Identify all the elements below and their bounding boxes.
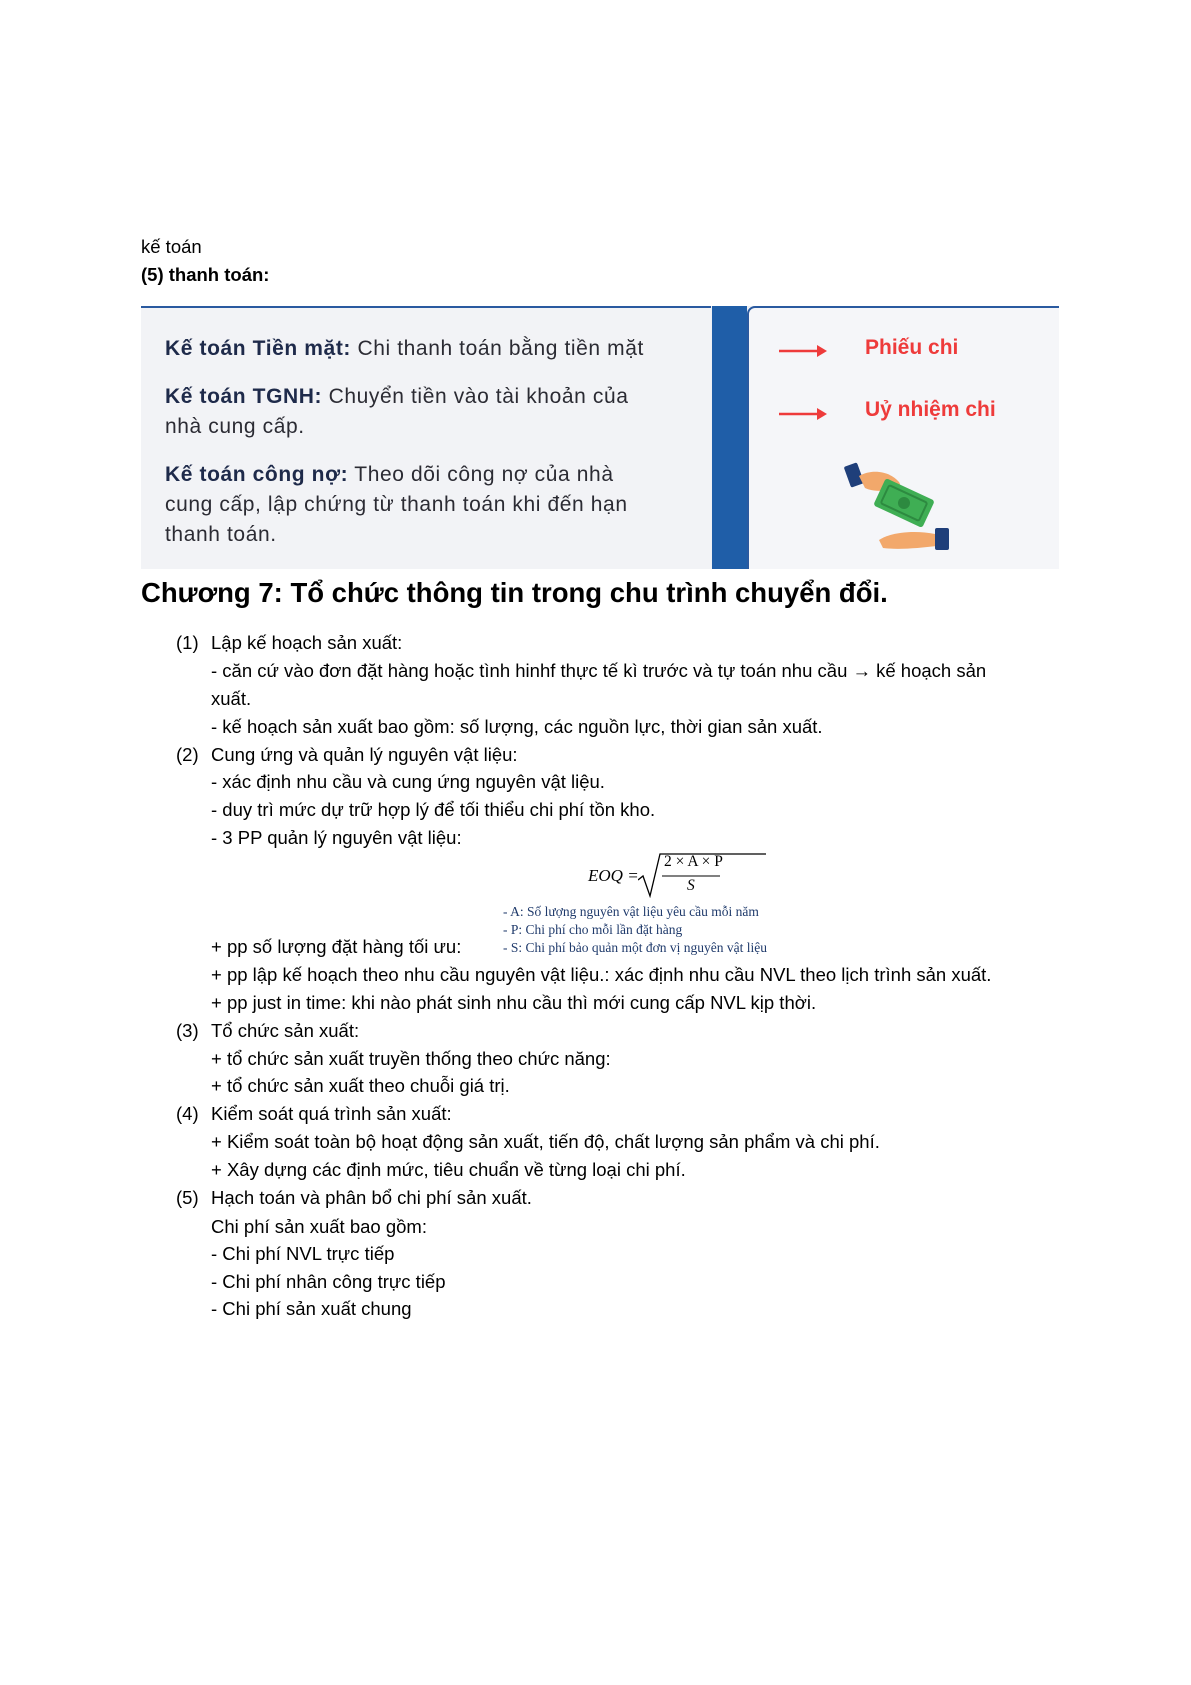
eoq-legend-p: - P: Chi phí cho mỗi lần đặt hàng [503, 922, 683, 937]
item-line: - xác định nhu cầu và cung ứng nguyên vật liệu. [211, 771, 605, 792]
eoq-lhs: EOQ = [588, 866, 639, 885]
item-line: + tổ chức sản xuất truyền thống theo chức năng: [211, 1048, 611, 1069]
arrow-right-icon [779, 344, 827, 358]
banner-bank-label: Kế toán TGNH: [165, 385, 323, 408]
item-number: (4) [176, 1103, 199, 1124]
banner-left-panel [141, 306, 711, 569]
item-line: + tổ chức sản xuất theo chuỗi giá trị. [211, 1075, 510, 1096]
banner-bank-line [165, 382, 629, 412]
item-line: - kế hoạch sản xuất bao gồm: số lượng, các nguồn lực, thời gian sản xuất. [211, 716, 823, 737]
eoq-legend-s: - S: Chi phí bảo quản một đơn vị nguyên vật liệu [503, 940, 767, 955]
money-hands-icon [839, 458, 959, 558]
item-number: (2) [176, 744, 199, 765]
item-line: - 3 PP quản lý nguyên vật liệu: [211, 827, 462, 848]
banner-bank-text2: nhà cung cấp. [165, 415, 305, 438]
item-line: - căn cứ vào đơn đặt hàng hoặc tình hinhf thực tế kì trước và tự toán nhu cầu → kế hoạch sản [211, 660, 987, 681]
arrow-right-icon [779, 407, 827, 421]
item-title: Tổ chức sản xuất: [211, 1020, 360, 1041]
item-line: - duy trì mức dự trữ hợp lý để tối thiểu chi phí tồn kho. [211, 799, 656, 820]
item-title: Kiểm soát quá trình sản xuất: [211, 1103, 452, 1124]
banner-cash-line [165, 334, 644, 364]
item-number: (5) [176, 1187, 199, 1208]
item-title: Cung ứng và quản lý nguyên vật liệu: [211, 744, 518, 765]
voucher-payment-order: Uỷ nhiệm chi [865, 398, 996, 421]
item-line: Chi phí sản xuất bao gồm: [211, 1216, 427, 1237]
intro-line-accounting: kế toán [141, 236, 202, 257]
item-line: + Xây dựng các định mức, tiêu chuẩn về từng loại chi phí. [211, 1159, 686, 1180]
item-number: (3) [176, 1020, 199, 1041]
eoq-formula [498, 852, 788, 962]
banner-debt-text2: cung cấp, lập chứng từ thanh toán khi đến hạn [165, 493, 628, 516]
banner-debt-text1: Theo dõi công nợ của nhà [354, 463, 614, 486]
banner-right-panel [747, 306, 1059, 569]
item-line: + pp lập kế hoạch theo nhu cầu nguyên vật liệu.: xác định nhu cầu NVL theo lịch trình sản xuất. [211, 964, 992, 985]
voucher-payment-slip: Phiếu chi [865, 336, 959, 359]
chapter-title: Chương 7: Tổ chức thông tin trong chu trình chuyển đổi. [141, 577, 888, 608]
item-line: + Kiểm soát toàn bộ hoạt động sản xuất, tiến độ, chất lượng sản phẩm và chi phí. [211, 1131, 880, 1152]
intro-line-payment: (5) thanh toán: [141, 264, 270, 285]
eoq-legend-a: - A: Số lượng nguyên vật liệu yêu cầu mỗi năm [503, 904, 759, 919]
banner-debt-label: Kế toán công nợ: [165, 463, 349, 486]
banner-cash-label: Kế toán Tiền mặt: [165, 337, 352, 360]
item-line: + pp just in time: khi nào phát sinh nhu cầu thì mới cung cấp NVL kịp thời. [211, 992, 817, 1013]
item-line: + pp số lượng đặt hàng tối ưu: [211, 936, 462, 957]
item-line: - Chi phí nhân công trực tiếp [211, 1271, 446, 1292]
banner-divider [712, 306, 747, 569]
item-title: Hạch toán và phân bổ chi phí sản xuất. [211, 1187, 532, 1208]
item-line: xuất. [211, 688, 252, 709]
item-number: (1) [176, 632, 199, 653]
eoq-denominator: S [687, 877, 695, 894]
banner-bank-text1: Chuyển tiền vào tài khoản của [328, 385, 629, 408]
item-title: Lập kế hoạch sản xuất: [211, 632, 403, 653]
item-line: - Chi phí NVL trực tiếp [211, 1243, 395, 1264]
payment-banner [141, 306, 1059, 569]
item-line: - Chi phí sản xuất chung [211, 1298, 412, 1319]
banner-cash-text: Chi thanh toán bằng tiền mặt [357, 337, 644, 360]
banner-debt-line [165, 460, 614, 490]
eoq-numerator: 2 × A × P [664, 853, 723, 870]
banner-debt-text3: thanh toán. [165, 523, 277, 546]
